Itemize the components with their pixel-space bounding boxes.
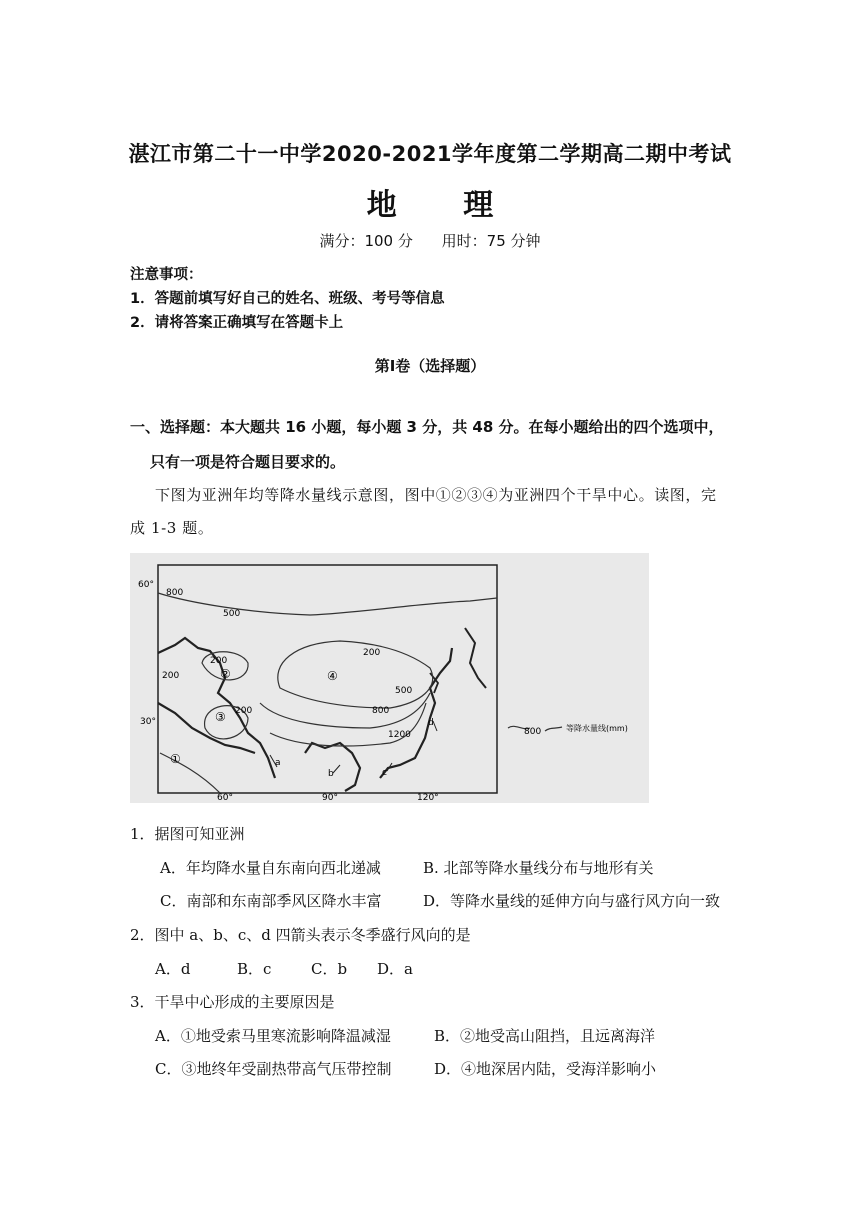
question-3-option-d: D．④地深居内陆，受海洋影响小: [434, 1060, 657, 1078]
question-3-option-b: B．②地受高山阻挡，且远离海洋: [434, 1027, 656, 1045]
isoline-label: 500: [223, 609, 241, 619]
question-2-option-a: A．d: [155, 960, 191, 978]
part-heading: 一、选择题：本大题共 16 小题，每小题 3 分，共 48 分。在每小题给出的四个选项中，: [130, 418, 724, 436]
lon-label: 120°: [417, 793, 439, 803]
question-2-stem: 2．图中 a、b、c、d 四箭头表示冬季盛行风向的是: [130, 926, 471, 944]
drought-center-2: ②: [220, 667, 231, 681]
drought-center-3: ③: [215, 710, 226, 724]
coastline: [380, 648, 452, 778]
legend-line: [545, 727, 562, 731]
question-1-option-c: C．南部和东南部季风区降水丰富: [160, 892, 382, 910]
full-score: 满分：100 分: [319, 232, 413, 250]
lon-label: 90°: [322, 793, 338, 803]
isoline-label: 800: [372, 706, 390, 716]
intro-text: 下图为亚洲年均等降水量线示意图，图中①②③④为亚洲四个干旱中心。读图，完: [155, 486, 717, 504]
coastline: [465, 628, 486, 688]
part-heading-cont: 只有一项是符合题目要求的。: [150, 453, 346, 471]
intro-text-cont: 成 1-3 题。: [130, 519, 214, 537]
isoline-label: 1200: [388, 730, 411, 740]
isoline-label: 200: [363, 648, 381, 658]
lat-label: 60°: [138, 580, 154, 590]
exam-time: 用时：75 分钟: [441, 232, 541, 250]
lon-label: 60°: [217, 793, 233, 803]
question-2-option-c: C．b: [311, 960, 348, 978]
notice-item: 1．答题前填写好自己的姓名、班级、考号等信息: [130, 291, 445, 307]
wind-arrow-icon: [333, 765, 340, 773]
question-2-option-d: D．a: [377, 960, 413, 978]
legend-value: 800: [524, 727, 542, 737]
coastline: [305, 743, 360, 791]
section-title: 第Ⅰ卷（选择题）: [374, 357, 486, 375]
isoline-label: 200: [210, 656, 228, 666]
question-1-option-b: B. 北部等降水量线分布与地形有关: [423, 859, 654, 877]
notice-heading: 注意事项：: [130, 267, 203, 283]
drought-center-1: ①: [170, 752, 181, 766]
lat-label: 30°: [140, 717, 156, 727]
question-1-stem: 1．据图可知亚洲: [130, 825, 245, 843]
arrow-d: d: [428, 718, 434, 728]
map-figure: [130, 553, 649, 803]
isoline: [158, 593, 497, 615]
arrow-c: c: [382, 768, 387, 778]
exam-meta: [0, 230, 860, 251]
arrow-a: a: [275, 758, 281, 768]
question-3-stem: 3．干旱中心形成的主要原因是: [130, 993, 335, 1011]
isoline-label: 200: [162, 671, 180, 681]
isoline: [160, 753, 220, 793]
question-3-option-c: C．③地终年受副热带高气压带控制: [155, 1060, 392, 1078]
question-1-option-a: A．年均降水量自东南向西北递减: [160, 859, 381, 877]
legend-label: 等降水量线(mm): [566, 724, 628, 733]
arrow-b: b: [328, 769, 334, 779]
isoline-label: 800: [166, 588, 184, 598]
subject-title: 地 理: [366, 188, 522, 223]
question-1-option-d: D．等降水量线的延伸方向与盛行风方向一致: [423, 892, 721, 910]
notice-item: 2．请将答案正确填写在答题卡上: [130, 315, 344, 331]
exam-title: 湛江市第二十一中学2020-2021学年度第二学期高二期中考试: [128, 142, 732, 166]
isoline: [260, 693, 430, 728]
isoline-label: 500: [395, 686, 413, 696]
question-3-option-a: A．①地受索马里寒流影响降温减湿: [155, 1027, 391, 1045]
isoline: [278, 641, 433, 708]
drought-center-4: ④: [327, 669, 338, 683]
precipitation-map: [130, 553, 649, 803]
isoline-label: 200: [235, 706, 253, 716]
question-2-option-b: B．c: [237, 960, 272, 978]
